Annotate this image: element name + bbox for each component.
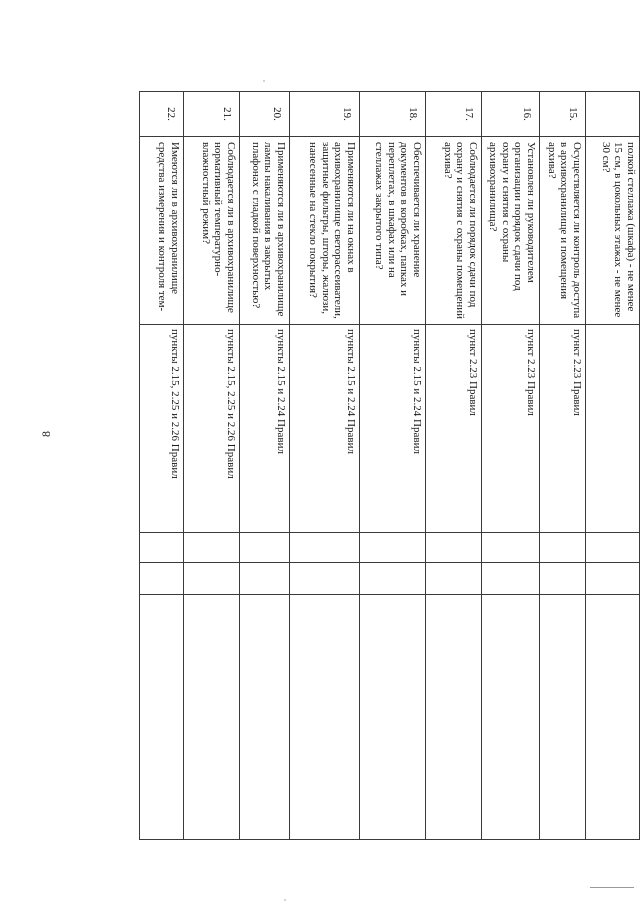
answer-cell [540,563,586,595]
table-container [140,91,640,839]
comment-cell [184,595,240,840]
table-row [426,92,482,840]
scan-speck [263,80,265,82]
answer-cell [184,533,240,563]
comment-cell [482,595,540,840]
answer-cell [290,533,360,563]
reference-cell: пункты 2.15 и 2.24 Правил [240,325,290,533]
reference-cell: пункты 2.15, 2.25 и 2.26 Правил [184,325,240,533]
question-cell: Применяются ли в архивохранилище лампы накаливания в закрытых плафонах с гладкой поверхностью? [240,137,290,325]
question-cell: Обеспечивается ли хранение документов в коробках, папках и переплетах, в шкафах или на стеллажах закрытого типа? [360,137,426,325]
comment-cell [360,595,426,840]
reference-cell: пункт 2.23 Правил [540,325,586,533]
answer-cell [360,533,426,563]
table-row [586,92,640,840]
answer-cell [140,533,184,563]
table-row [184,92,240,840]
reference-cell: пункты 2.15 и 2.24 Правил [360,325,426,533]
question-cell: Соблюдается ли порядок сдачи под охрану и снятия с охраны помещений архива? [426,137,482,325]
answer-cell [586,563,640,595]
comment-cell [140,595,184,840]
reference-cell: пункт 2.23 Правил [482,325,540,533]
table-row [360,92,426,840]
answer-cell [240,533,290,563]
answer-cell [540,533,586,563]
row-number: 15. [540,92,586,137]
comment-cell [426,595,482,840]
table-row [482,92,540,840]
question-cell: Имеются ли в архивохранилище средства измерения и контроля тем- [140,137,184,325]
footer-rule [590,887,634,888]
row-number: 22. [140,92,184,137]
question-cell: Осуществляется ли контроль доступа в архивохранилище и помещения архива? [540,137,586,325]
comment-cell [240,595,290,840]
reference-cell: пункты 2.15, 2.25 и 2.26 Правил [140,325,184,533]
table-row [240,92,290,840]
scan-speck [284,899,286,901]
row-number: 17. [426,92,482,137]
question-cell: Применяются ли на окнах в архивохранилище светорассеиватели, защитные фильтры, шторы, жалюзи, нанесенные на стекло покрытия? [290,137,360,325]
question-cell: Соблюдается ли в архивохранилище нормативный температурно-влажностный режим? [184,137,240,325]
question-cell: полкой стеллажа (шкафа) - не менее 15 см, в цокольных этажах - не менее 30 см? [586,137,640,325]
answer-cell [290,563,360,595]
row-number: 19. [290,92,360,137]
answer-cell [240,563,290,595]
row-number: 21. [184,92,240,137]
answer-cell [482,533,540,563]
answer-cell [426,563,482,595]
page-number: 8 [39,431,53,437]
checklist-table [139,91,640,840]
answer-cell [426,533,482,563]
answer-cell [184,563,240,595]
table-row [140,92,184,840]
question-cell: Установлен ли руководителем организации порядок сдачи под охрану и снятия с охраны архивохранилища? [482,137,540,325]
row-number: 20. [240,92,290,137]
comment-cell [290,595,360,840]
table-body [140,92,640,840]
table-row [540,92,586,840]
answer-cell [360,563,426,595]
answer-cell [586,533,640,563]
answer-cell [140,563,184,595]
table-row [290,92,360,840]
reference-cell [586,325,640,533]
comment-cell [540,595,586,840]
answer-cell [482,563,540,595]
row-number: 16. [482,92,540,137]
row-number: 18. [360,92,426,137]
reference-cell: пункт 2.23 Правил [426,325,482,533]
reference-cell: пункты 2.15 и 2.24 Правил [290,325,360,533]
comment-cell [586,595,640,840]
row-number [586,92,640,137]
